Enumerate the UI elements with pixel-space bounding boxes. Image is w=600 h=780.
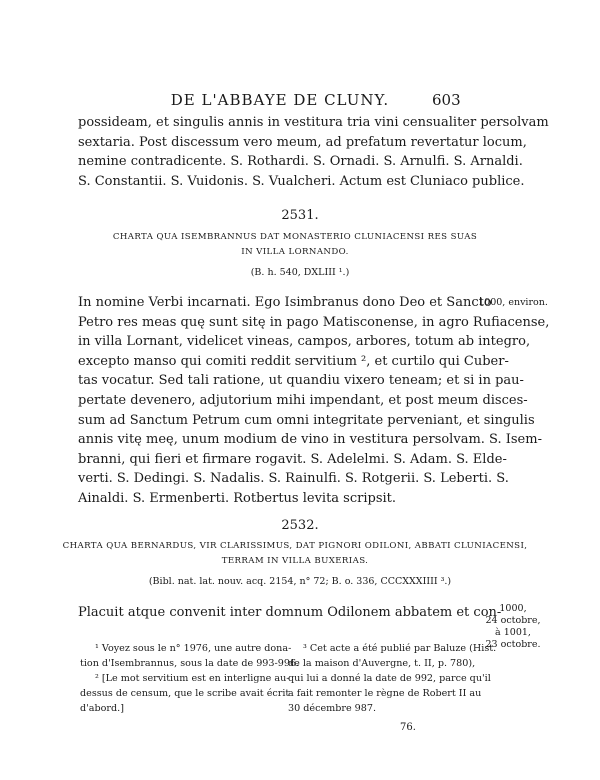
- margin-date-line: 1000,: [499, 603, 527, 614]
- text-line: verti. S. Dedingi. S. Nadalis. S. Rainulfi. S. Rotgerii. S. Leberti. S.: [78, 471, 509, 487]
- margin-date-line: 1000, environ.: [478, 297, 548, 308]
- footnotes-left-column: [80, 641, 300, 716]
- text-line: Ainaldi. S. Ermenberti. Rotbertus levita scripsit.: [78, 490, 397, 506]
- text-line: sum ad Sanctum Petrum cum omni integritate perveniant, et singulis: [78, 412, 535, 428]
- text-line: In nomine Verbi incarnati. Ego Isimbranus dono Deo et Sancto: [78, 295, 492, 310]
- footnote-line: ¹ Voyez sous le n° 1976, une autre dona-: [95, 643, 292, 654]
- text-line: nemine contradicente. S. Rothardi. S. Ornadi. S. Arnulfi. S. Arnaldi.: [78, 154, 523, 170]
- footnote-line: tion d'Isembrannus, sous la date de 993-996.: [80, 658, 300, 669]
- source-reference: (B. h. 540, DXLIII ¹.): [250, 267, 350, 278]
- margin-date-line: 24 octobre,: [485, 615, 541, 626]
- signature-mark: 76.: [400, 722, 416, 733]
- text-line: S. Constantii. S. Vuidonis. S. Vualcheri. Actum est Cluniaco publice.: [78, 173, 525, 189]
- footnote-line: d'abord.]: [80, 703, 124, 714]
- footnote-line: ³ Cet acte a été publié par Baluze (Hist.: [303, 643, 497, 654]
- margin-date-line: à 1001,: [495, 627, 531, 638]
- footnote-line: ² [Le mot servitium est en interligne au-: [95, 673, 290, 684]
- page-number: 603: [432, 91, 461, 109]
- charter-title-line: CHARTA QUA BERNARDUS, VIR CLARISSIMUS, DAT PIGNORI ODILONI, ABBATI CLUNIACENSI,: [62, 541, 528, 551]
- text-line: sextaria. Post discessum vero meum, ad prefatum revertatur locum,: [78, 134, 527, 150]
- footnote-line: 30 décembre 987.: [288, 703, 377, 714]
- text-line: Placuit atque convenit inter domnum Odilonem abbatem et con-: [78, 605, 502, 620]
- footnote-line: dessus de censum, que le scribe avait écrit: [80, 688, 290, 699]
- text-line: possideam, et singulis annis in vestitura tria vini censualiter persolvam: [78, 115, 549, 130]
- footnotes-right-column: [288, 641, 497, 716]
- text-line: in villa Lornant, videlicet vineas, campos, arbores, totum ab integro,: [78, 334, 531, 350]
- footnote-line: de la maison d'Auvergne, t. II, p. 780),: [288, 658, 476, 669]
- charter-title-line: IN VILLA LORNANDO.: [241, 247, 349, 257]
- text-line: annis vitę meę, unum modium de vino in vestitura persolvam. S. Isem-: [78, 432, 542, 448]
- charter-title-line: CHARTA QUA ISEMBRANNUS DAT MONASTERIO CLUNIACENSI RES SUAS: [112, 232, 478, 242]
- charter-title-line: TERRAM IN VILLA BUXERIAS.: [221, 556, 369, 566]
- continuation-text: [78, 113, 549, 191]
- text-line: tas vocatur. Sed tali ratione, ut quandiu vixero teneam; et si in pau-: [78, 373, 524, 389]
- charter-title: [60, 539, 530, 569]
- text-line: pertate devenero, adjutorium mihi impendant, et post meum disces-: [78, 392, 528, 408]
- charter-text: [78, 603, 502, 623]
- footnote-line: a fait remonter le règne de Robert II au: [288, 688, 482, 699]
- footnote-line: qui lui a donné la date de 992, parce qu'il: [288, 673, 491, 684]
- running-title: DE L'ABBAYE DE CLUNY.: [170, 91, 390, 109]
- source-reference: (Bibl. nat. lat. nouv. acq. 2154, n° 72; B. o. 336, CCCXXXIIII ³.): [148, 576, 452, 587]
- text-line: branni, qui fieri et firmare rogavit. S. Adelelmi. S. Adam. S. Elde-: [78, 451, 507, 467]
- charter-number: 2531.: [281, 208, 319, 223]
- text-line: excepto manso qui comiti reddit servitium ², et curtilo qui Cuber-: [78, 353, 509, 369]
- charter-title: [60, 230, 530, 260]
- margin-date-line: 23 octobre.: [485, 639, 541, 650]
- text-line: Petro res meas quę sunt sitę in pago Matisconense, in agro Rufiacense,: [78, 314, 550, 330]
- charter-number: 2532.: [281, 518, 319, 533]
